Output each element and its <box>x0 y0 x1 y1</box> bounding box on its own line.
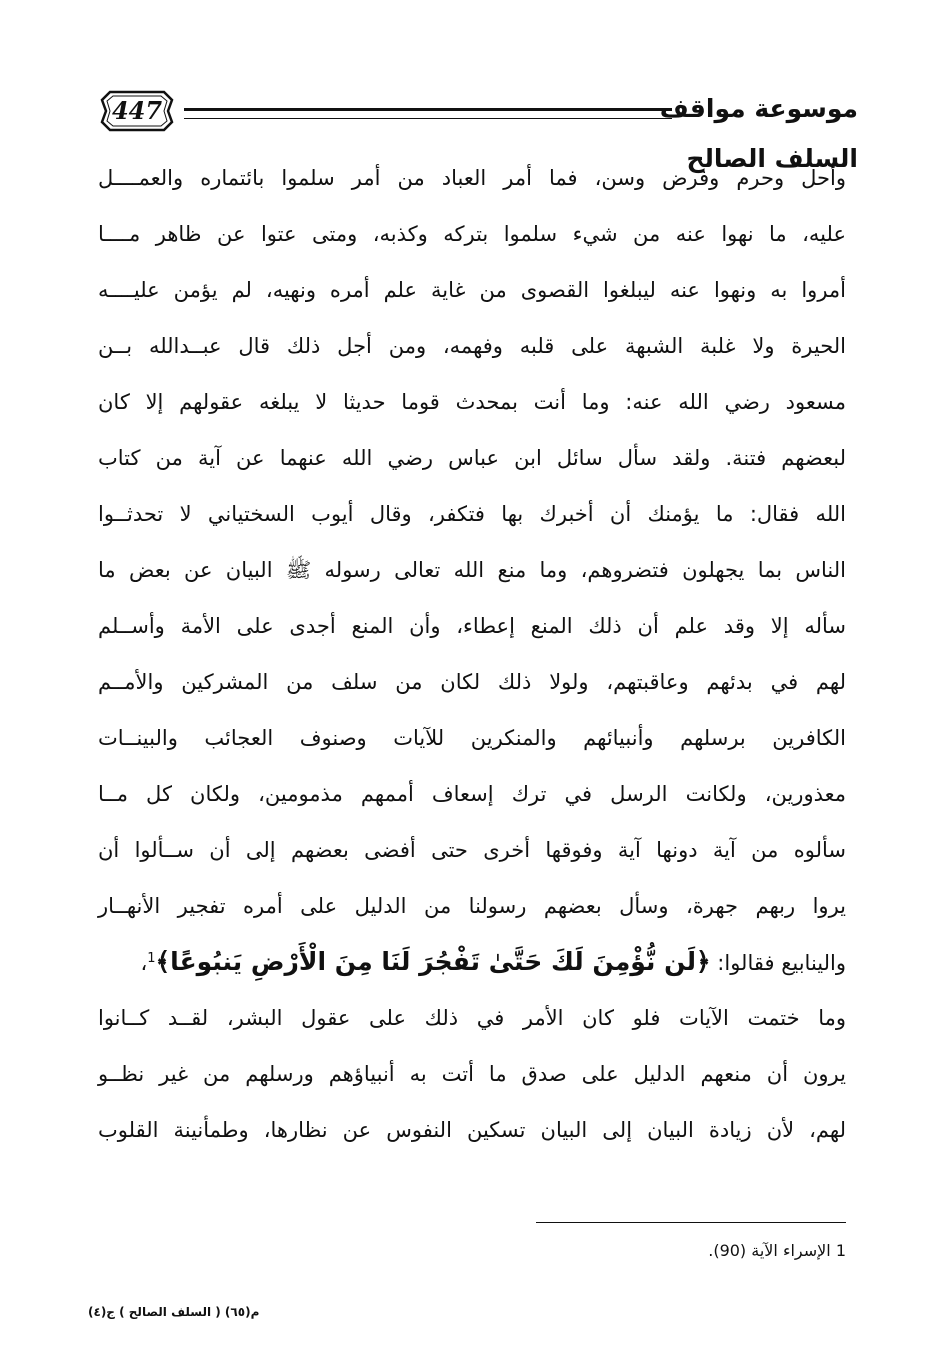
quran-verse: ﴿لَن نُّؤْمِنَ لَكَ حَتَّىٰ تَفْجُرَ لَنَا مِنَ الْأَرْضِ يَنبُوعًا﴾ <box>155 947 711 976</box>
text-line: وما ختمت الآيات فلو كان الأمر في ذلك على عقول البشر، لقــد كــانوا <box>98 1006 846 1030</box>
text-line: معذورين، ولكانت الرسل في ترك إسعاف أممهم مذمومين، ولكان كل مــا <box>98 782 846 806</box>
footnote <box>426 1236 846 1266</box>
footnote-rule <box>536 1222 846 1223</box>
footnote-number: 1 <box>835 1241 846 1260</box>
footnote-text: الإسراء الآية (90). <box>708 1241 831 1260</box>
page-number-badge <box>98 88 176 134</box>
text-line: يرون أن منعهم الدليل على صدق ما أتت به أنبياؤهم ورسلهم من غير نظــو <box>98 1062 846 1086</box>
text-line: الله فقال: ما يؤمنك أن أخبرك بها فتكفر، وقال أيوب السختياني لا تحدثــوا <box>98 502 846 526</box>
quran-line-suffix: ، <box>140 951 148 975</box>
footnote-marker[interactable]: 1 <box>147 951 156 966</box>
quran-line <box>98 934 846 990</box>
text-line: سألوه من آية دونها آية وفوقها أخرى حتى أفضى بعضهم إلى أن ســألوا أن <box>98 838 846 862</box>
text-line: سأله إلا وقد علم أن ذلك المنع إعطاء، وأن المنع أجدى على الأمة وأســلم <box>98 614 846 638</box>
text-line: لبعضهم فتنة. ولقد سأل سائل ابن عباس رضي الله عنهما عن آية من كتاب <box>98 446 846 470</box>
text-line: لهم، لأن زيادة البيان إلى البيان تسكين النفوس عن نظارها، وطمأنينة القلوب <box>98 1118 846 1142</box>
text-line: مسعود رضي الله عنه: وما أنت بمحدث قوما حديثا لا يبلغه عقولهم إلا كان <box>98 390 846 414</box>
printer-signature: م(٦٥) ( السلف الصالح ) ج(٤) <box>88 1305 260 1319</box>
text-line: الكافرين برسلهم وأنبيائهم والمنكرين للآيات وصنوف العجائب والبينــات <box>98 726 846 750</box>
page-header <box>98 82 858 173</box>
page-number: 447 <box>111 96 163 125</box>
text-line: يروا ربهم جهرة، وسأل بعضهم رسولنا من الدليل على أمره تفجير الأنهــار <box>98 894 846 918</box>
text-line: أمروا به ونهوا عنه ليبلغوا القصوى من غاية علم أمره ونهيه، لم يؤمن عليــــه <box>98 278 846 302</box>
text-line: وأحل وحرم وفرض وسن، فما أمر العباد من أمر سلموا بائتماره والعمــــل <box>98 166 846 190</box>
text-line: الناس بما يجهلون فتضروهم، وما منع الله تعالى رسوله ﷺ البيان عن بعض ما <box>98 558 846 582</box>
quran-line-prefix: والينابيع فقالوا: <box>717 951 846 975</box>
body-text <box>98 150 846 1158</box>
book-title: موسوعة مواقف السلف الصالح <box>659 94 858 173</box>
text-line: الحيرة ولا غلبة الشبهة على قلبه وفهمه، ومن أجل ذلك قال عبــدالله بــن <box>98 334 846 358</box>
text-line: عليه، ما نهوا عنه من شيء سلموا بتركه وكذبه، ومتى عتوا عن ظاهر مــــا <box>98 222 846 246</box>
text-line: لهم في بدئهم وعاقبتهم، ولولا ذلك لكان من سلف من المشركين والأمــم <box>98 670 846 694</box>
